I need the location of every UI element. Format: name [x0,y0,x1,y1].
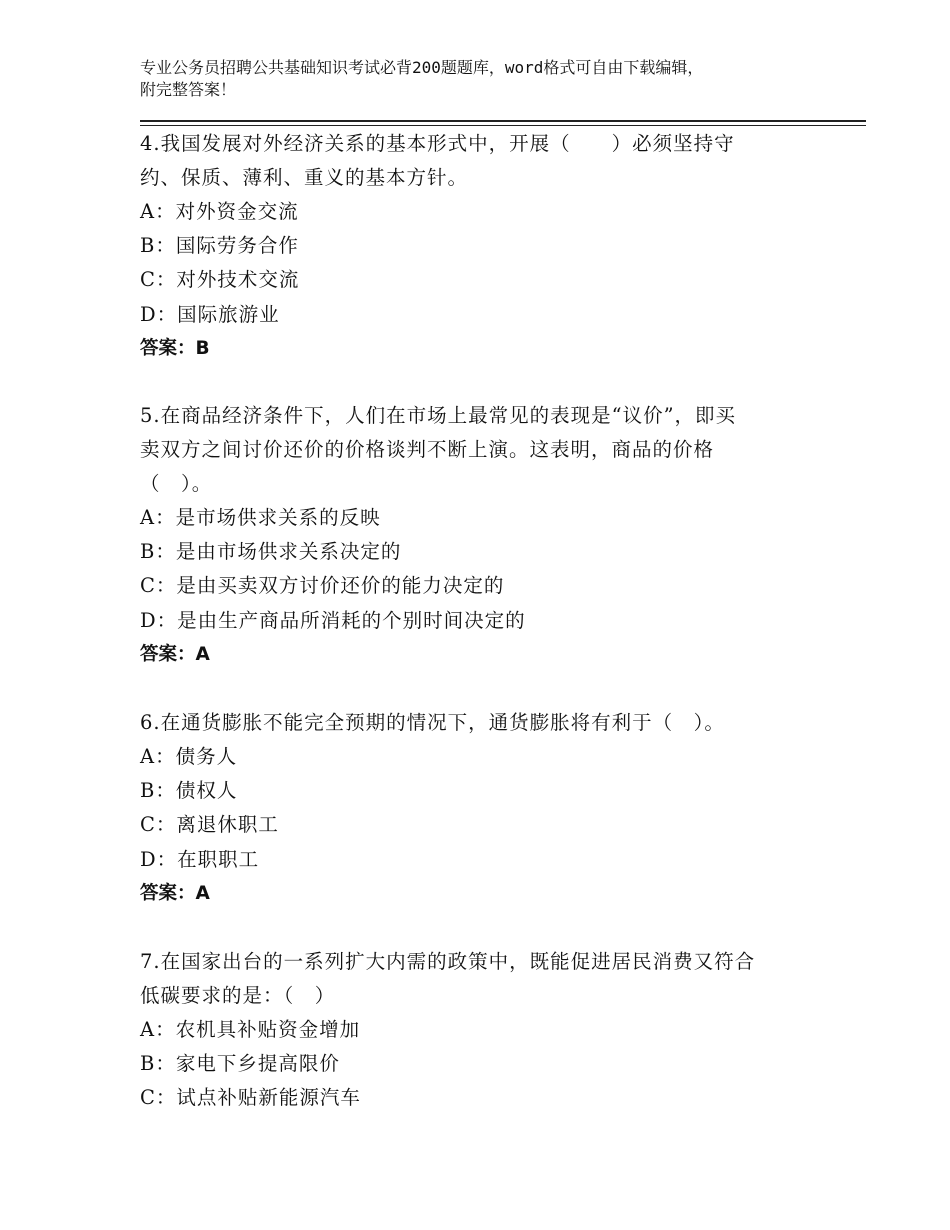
question-4 [140,127,820,366]
question-stem-line: 5.在商品经济条件下，人们在市场上最常见的表现是“议价”，即买 [140,404,737,427]
option-b: B：债权人 [140,779,238,803]
answer-label: 答案：A [140,643,210,665]
option-a: A：农机具补贴资金增加 [140,1018,361,1041]
option-a: A：债务人 [140,745,238,768]
question-6 [140,706,820,911]
option-c: C：试点补贴新能源汽车 [140,1086,361,1110]
option-d: D：在职职工 [140,847,260,871]
option-d: D：国际旅游业 [140,302,280,326]
option-c: C：是由买卖双方讨价还价的能力决定的 [140,574,505,598]
option-a: A：对外资金交流 [140,200,299,223]
answer-label: 答案：A [140,882,210,904]
option-d: D：是由生产商品所消耗的个别时间决定的 [140,608,526,632]
header-line-1: 专业公务员招聘公共基础知识考试必背200题题库，word格式可自由下载编辑， [140,58,704,77]
option-b: B：家电下乡提高限价 [140,1052,340,1076]
question-stem-line: 4.我国发展对外经济关系的基本形式中，开展（ ）必须坚持守 [140,132,735,155]
question-stem-line: 低碳要求的是：（ ） [140,984,336,1007]
question-stem-line: 卖双方之间讨价还价的价格谈判不断上演。这表明，商品的价格 [140,438,715,461]
option-b: B：是由市场供求关系决定的 [140,540,402,564]
header-divider-thin [140,125,866,126]
question-7 [140,945,820,1116]
question-5 [140,399,820,672]
header-divider-thick [140,120,866,122]
document-header [140,57,810,101]
option-a: A：是市场供求关系的反映 [140,506,381,529]
question-stem-line: （ ）。 [140,472,213,495]
header-line-2: 附完整答案！ [140,80,237,99]
option-b: B：国际劳务合作 [140,234,299,258]
question-stem-line: 约、保质、薄利、重义的基本方针。 [140,166,469,189]
question-stem-line: 7.在国家出台的一系列扩大内需的政策中，既能促进居民消费又符合 [140,950,756,973]
option-c: C：离退休职工 [140,813,279,837]
question-stem-line: 6.在通货膨胀不能完全预期的情况下，通货膨胀将有利于（ ）。 [140,711,725,734]
option-c: C：对外技术交流 [140,268,300,292]
answer-label: 答案：B [140,337,210,359]
